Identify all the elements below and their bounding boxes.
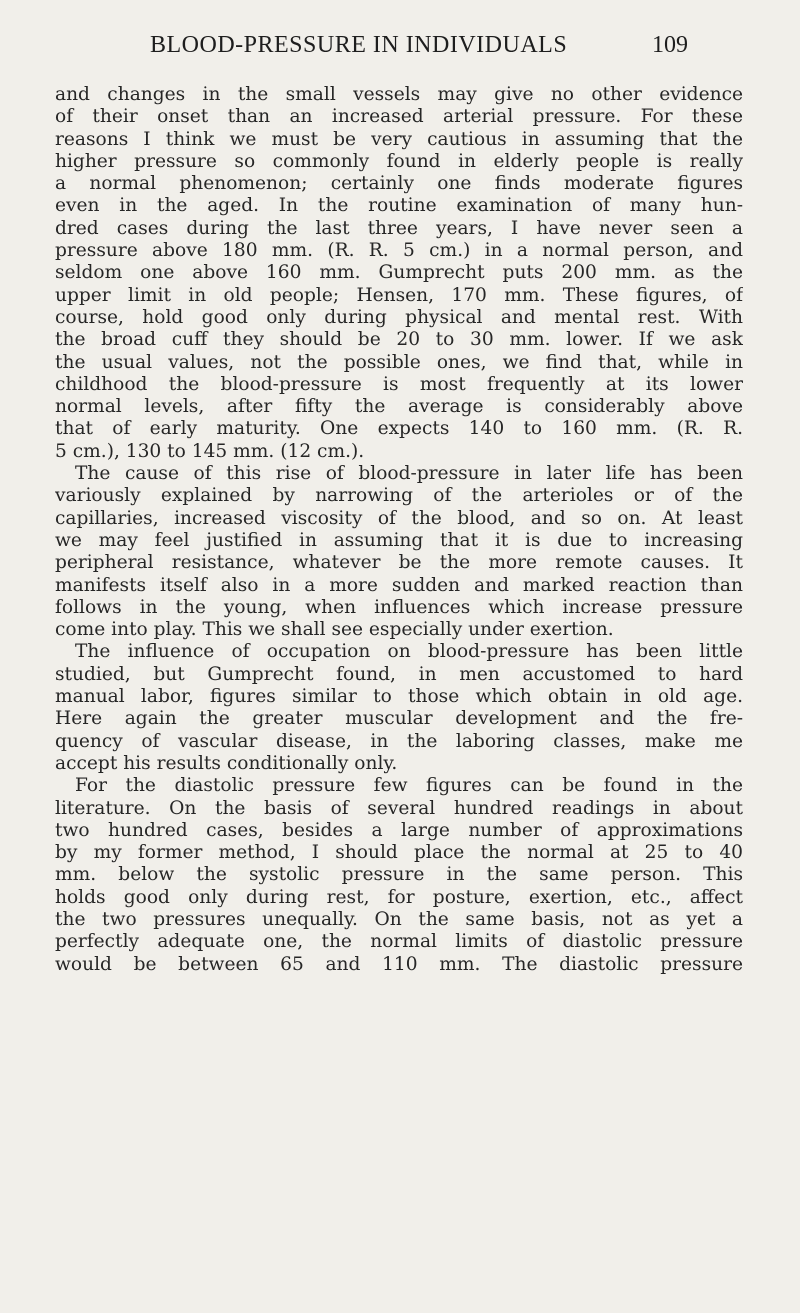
text-line: For the diastolic pressure few figures can be found in the: [75, 775, 743, 797]
text-line: come into play. This we shall see especially under exertion.: [55, 619, 614, 641]
text-line: follows in the young, when influences which increase pressure: [55, 596, 743, 618]
text-line: literature. On the basis of several hundred readings in about: [55, 797, 743, 819]
text-line: higher pressure so commonly found in elderly people is really: [55, 150, 743, 172]
text-line: manual labor, figures similar to those which obtain in old age.: [55, 686, 743, 708]
text-line: dred cases during the last three years, I have never seen a: [55, 217, 743, 239]
text-line: peripheral resistance, whatever be the more remote causes. It: [55, 552, 743, 574]
text-line: and changes in the small vessels may give no other evidence: [55, 84, 743, 105]
text-line: even in the aged. In the routine examination of many hun-: [55, 195, 743, 217]
text-line: reasons I think we must be very cautious in assuming that the: [55, 128, 743, 150]
text-line: that of early maturity. One expects 140 to 160 mm. (R. R.: [55, 418, 743, 440]
text-line: capillaries, increased viscosity of the blood, and so on. At least: [55, 507, 743, 529]
text-line: studied, but Gumprecht found, in men accustomed to hard: [55, 663, 743, 685]
text-line: normal levels, after fifty the average is considerably above: [55, 396, 743, 418]
text-line: two hundred cases, besides a large number of approximations: [55, 819, 743, 841]
text-line: upper limit in old people; Hensen, 170 mm. These figures, of: [55, 284, 743, 306]
text-line: pressure above 180 mm. (R. R. 5 cm.) in a normal person, and: [55, 240, 743, 262]
text-line: manifests itself also in a more sudden and marked reaction than: [55, 574, 743, 596]
text-line: the usual values, not the possible ones, we find that, while in: [55, 351, 743, 373]
text-line: seldom one above 160 mm. Gumprecht puts 200 mm. as the: [55, 262, 743, 284]
text-line: quency of vascular disease, in the laboring classes, make me: [55, 730, 743, 752]
text-line: a normal phenomenon; certainly one finds moderate figures: [55, 173, 743, 195]
text-line: 5 cm.), 130 to 145 mm. (12 cm.).: [55, 440, 365, 462]
text-line: variously explained by narrowing of the arterioles or of the: [55, 485, 743, 507]
text-line: accept his results conditionally only.: [55, 752, 398, 774]
text-line: the broad cuff they should be 20 to 30 mm. lower. If we ask: [55, 329, 743, 351]
text-line: mm. below the systolic pressure in the same person. This: [55, 864, 743, 886]
running-head-title: BLOOD-PRESSURE IN INDIVIDUALS: [150, 32, 568, 58]
text-line: by my former method, I should place the normal at 25 to 40: [55, 842, 743, 864]
text-line: Here again the greater muscular development and the fre-: [55, 708, 743, 730]
text-line: The influence of occupation on blood-pressure has been little: [75, 641, 743, 663]
text-line: the two pressures unequally. On the same basis, not as yet a: [55, 908, 743, 930]
page-number: 109: [652, 32, 688, 58]
text-line: course, hold good only during physical and mental rest. With: [55, 306, 743, 328]
text-line: would be between 65 and 110 mm. The diastolic pressure: [55, 953, 743, 975]
text-line: of their onset than an increased arterial pressure. For these: [55, 106, 743, 128]
text-line: holds good only during rest, for posture, exertion, etc., affect: [55, 886, 743, 908]
text-line: childhood the blood-pressure is most frequently at its lower: [55, 373, 743, 395]
text-line: The cause of this rise of blood-pressure in later life has been: [75, 463, 743, 485]
text-line: perfectly adequate one, the normal limits of diastolic pressure: [55, 931, 743, 953]
body-text: [55, 84, 743, 976]
text-line: we may feel justified in assuming that it is due to increasing: [55, 529, 743, 551]
